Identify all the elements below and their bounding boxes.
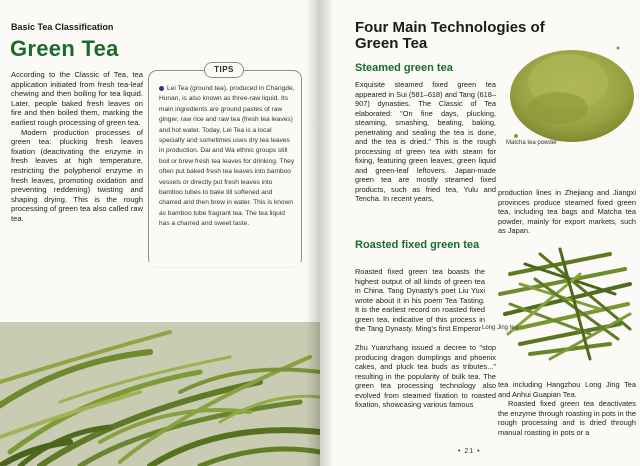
steamed-text-b: production lines in Zhejiang and Jiangxi provinces produce steamed fixed green tea, including tea bags and Matcha tea powder, mainly for export markets, such as Japan. bbox=[498, 188, 636, 235]
roasted-text-a: Roasted fixed green tea boasts the highest output of all kinds of green tea in China. Tang Dynasty's poet Liu Yuxi wrote about it in his poem Tea Tasting. It is the earliest record on roasted fixed green tea, indicative of this process in the Tang Dynasty. Ming's first Emperor bbox=[355, 267, 485, 333]
long-jing-caption: Long Jing tea bbox=[482, 325, 519, 331]
right-title: Four Main Technologies of Green Tea bbox=[355, 19, 545, 52]
long-jing-tea-image bbox=[490, 234, 638, 372]
tips-box bbox=[148, 65, 302, 268]
tips-text bbox=[159, 84, 295, 230]
paragraph: tea including Hangzhou Long Jing Tea and Anhui Guapian Tea. bbox=[498, 380, 636, 399]
tips-body: Lei Tea (ground tea), produced in Changde, Hunan, is also known as three-raw liquid. Its main ingredients are ground pastes of raw ginger, raw rice and raw tea (fresh tea leaves) and hot water. Today, Lei Tea is a local specialty and sometimes uses dry tea leaves in production. Dai and Wa ethnic groups still boil or brew fresh tea leaves for drinking. They often put baked fresh tea leaves into bamboo vessels or directly put fresh leaves into bamboo tubes to bake till softened and charred and then brew in water. This is known as bamboo tube fragrant tea. The tea liquid has a charred and sweet taste. bbox=[159, 85, 295, 228]
left-body-text bbox=[11, 70, 143, 224]
steamed-text-a: Exquisite steamed fixed green tea appeared in Sui (581–618) and Tang (618–907) dynasties. The Classic of Tea elaborated: "On fine days, plucking, steaming, smashing, beating, baking, penetrating and sealing the tea is done, and the tea is dried." This is the rough processing of green tea with steam for fixing, featuring green leaves, green liquid and green-leaf leftovers. Japan-made green tea are mostly steamed fixed products, such as fried tea, Yulu and Tencha. In recent years, bbox=[355, 80, 496, 203]
paragraph: According to the Classic of Tea, tea application initiated from fresh tea-leaf chewing and then boiling for tea liquid. Later, people baked fresh leaves on fire and then boiled them, marking the earliest rough processing of green tea. bbox=[11, 70, 143, 127]
section-label: Basic Tea Classification bbox=[11, 22, 114, 32]
roasted-text-c bbox=[498, 380, 636, 437]
bullet-icon bbox=[159, 86, 164, 91]
matcha-caption: Matcha tea powder bbox=[506, 140, 558, 146]
heading-roasted: Roasted fixed green tea bbox=[355, 239, 480, 251]
right-page bbox=[320, 0, 640, 466]
paragraph: Roasted fixed green tea deactivates the enzyme through roasting in pots in the rough processing and is dried through manual roasting in pots or a bbox=[498, 399, 636, 437]
page-title: Green Tea bbox=[10, 36, 119, 61]
page-number: • 21 • bbox=[458, 448, 481, 455]
roasted-text-b: Zhu Yuanzhang issued a decree to "stop producing dragon dumplings and phoenix cakes, and pluck tea buds as tributes..." resulting in the popularity of bulk tea. The green tea processing technology also evolved from steamed fixation to roasted fixation, showcasing various famous bbox=[355, 343, 496, 409]
gutter-shadow bbox=[320, 0, 334, 466]
matcha-powder-image bbox=[498, 18, 638, 152]
paragraph: Modern production processes of green tea: plucking fresh leaves fixation (deactivating the enzyme in fresh leaves at high temperature, restricting the polyphenol enzyme in fresh leaves, promoting oxidation and preventing reddening) twisting and shaping drying. This is the rough processing of green tea also called raw tea. bbox=[11, 127, 143, 223]
heading-steamed: Steamed green tea bbox=[355, 62, 453, 74]
tips-label: TIPS bbox=[204, 62, 244, 78]
green-tea-leaves-image bbox=[0, 262, 320, 466]
